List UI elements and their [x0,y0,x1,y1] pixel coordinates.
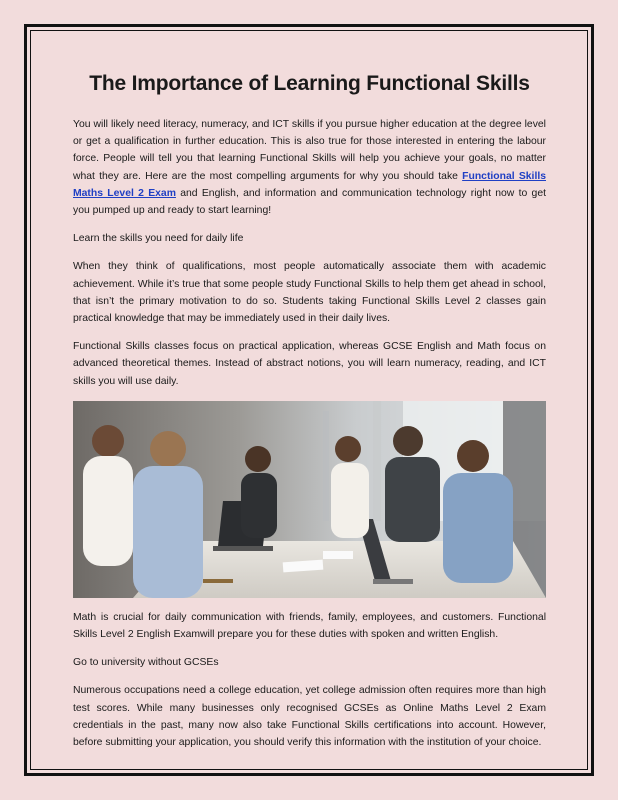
meeting-photo-illustration [73,401,546,598]
section-heading-university: Go to university without GCSEs [73,657,219,669]
document-body [73,70,546,762]
intro-paragraph [73,116,546,219]
daily-life-paragraph: When they think of qualifications, most people automatically associate them with academic achievement. While it’s true that some people study Functional Skills to help them get ahead in school, that isn’t the primary motivation to do so. Students taking Functional Skills Level 2 classes gain practical knowledge that may be immediately used in their daily lives. [73,261,546,325]
page-title: The Importance of Learning Functional Skills [89,72,530,95]
intro-text-start: You will likely need literacy, numeracy, and ICT skills if you pursue higher education at the degree level or get a qualification in further education. This is also true for those interested in entering the labour force. People will tell you that learning Functional Skills will help you achieve your goals, no matter what they are. Here are the most compelling arguments for why you should take [73,119,546,182]
section-heading-daily-life: Learn the skills you need for daily life [73,233,244,245]
meeting-photo [73,401,546,598]
university-paragraph: Numerous occupations need a college education, yet college admission often requires more than high test scores. While many businesses only recognised GCSEs as Online Maths Level 2 Exam credentials in the past, many now also take Functional Skills certifications into account. However, before submitting your application, you should verify this information with the institution of your choice. [73,685,546,749]
math-communication-paragraph: Math is crucial for daily communication with friends, family, employees, and customers. Functional Skills Level 2 English Examwill prepare you for these duties with spoken and written English. [73,611,546,641]
functional-skills-maths-link[interactable]: Functional Skills Maths Level 2 Exam [73,170,546,199]
intro-text-end: and English, and information and communication technology right now to get you pumped up and ready to start learning! [73,187,546,217]
practical-application-paragraph: Functional Skills classes focus on practical application, whereas GCSE English and Math focus on advanced theoretical themes. Instead of abstract notions, you will learn numeracy, reading, and ICT skills you will use daily. [73,341,546,387]
